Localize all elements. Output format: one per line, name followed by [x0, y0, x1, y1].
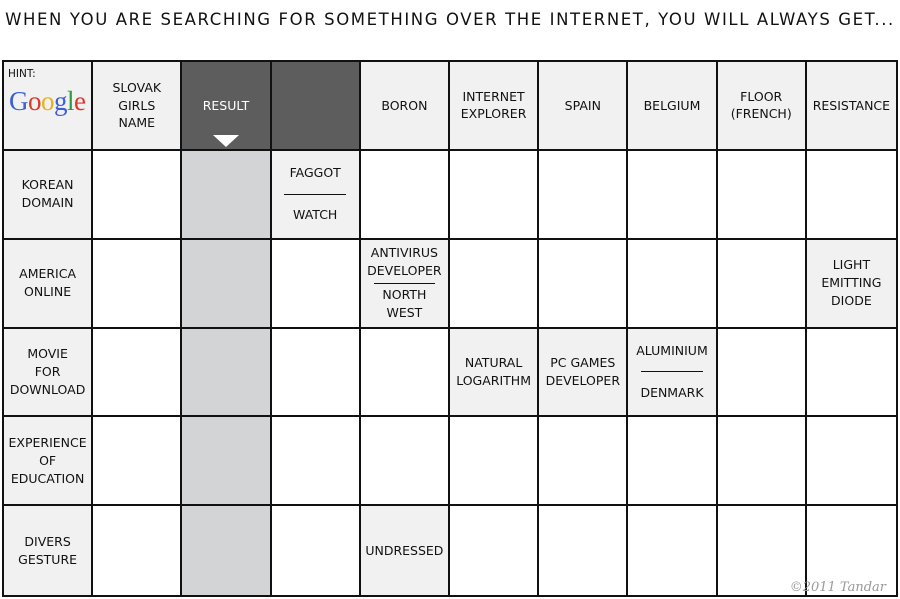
clue-top: ANTIVIRUS DEVELOPER	[367, 245, 442, 279]
grid-cell	[361, 329, 450, 418]
row-experience-of-education: EXPERIENCE OF EDUCATION	[4, 417, 93, 506]
grid-cell	[718, 240, 807, 329]
clue-pc-games-developer: PC GAMES DEVELOPER	[539, 329, 628, 418]
grid-cell	[450, 506, 539, 595]
grid-cell	[539, 506, 628, 595]
grid-cell	[93, 329, 182, 418]
clue-divider	[374, 283, 436, 284]
google-logo	[9, 85, 86, 116]
google-logo-letter: G	[9, 85, 28, 116]
header-belgium: BELGIUM	[628, 62, 717, 151]
comic-heading: WHEN YOU ARE SEARCHING FOR SOMETHING OVER THE INTERNET, YOU WILL ALWAYS GET...	[5, 10, 895, 29]
grid-cell	[93, 151, 182, 240]
grid-cell	[450, 417, 539, 506]
result-cell	[182, 506, 271, 595]
header-internet-explorer: INTERNET EXPLORER	[450, 62, 539, 151]
grid-cell	[628, 151, 717, 240]
clue-divider	[284, 194, 346, 195]
clue-bottom: DENMARK	[640, 384, 704, 400]
row-america-online: AMERICA ONLINE	[4, 240, 93, 329]
hint-label: HINT:	[8, 68, 36, 80]
header-floor-french: FLOOR (FRENCH)	[718, 62, 807, 151]
header-slovak-girls-name: SLOVAK GIRLS NAME	[93, 62, 182, 151]
clue-bottom: WATCH	[293, 207, 338, 223]
grid-cell	[272, 417, 361, 506]
clue-natural-logarithm: NATURAL LOGARITHM	[450, 329, 539, 418]
google-logo-letter: o	[41, 85, 54, 116]
grid-cell	[628, 506, 717, 595]
header-boron: BORON	[361, 62, 450, 151]
google-logo-letter: l	[67, 85, 75, 116]
crossword-grid	[2, 60, 898, 597]
row-divers-gesture: DIVERS GESTURE	[4, 506, 93, 595]
header-result	[182, 62, 271, 151]
clue-undressed: UNDRESSED	[361, 506, 450, 595]
grid-cell	[93, 240, 182, 329]
clue-top: FAGGOT	[289, 165, 341, 181]
grid-cell	[807, 329, 896, 418]
grid-cell	[807, 151, 896, 240]
google-logo-letter: o	[28, 85, 41, 116]
google-logo-letter: e	[74, 85, 86, 116]
header-dark-blank	[272, 62, 361, 151]
result-cell	[182, 417, 271, 506]
grid-cell	[539, 151, 628, 240]
clue-faggot-watch	[272, 151, 361, 240]
result-cell	[182, 151, 271, 240]
clue-top: ALUMINIUM	[636, 343, 708, 359]
grid-cell	[450, 240, 539, 329]
artist-signature: ©2011 Tandar	[789, 580, 886, 595]
hint-cell	[4, 62, 93, 151]
grid-cell	[272, 506, 361, 595]
result-label: RESULT	[202, 97, 250, 113]
grid-cell	[272, 329, 361, 418]
clue-aluminium-denmark	[628, 329, 717, 418]
down-arrow-icon	[213, 135, 239, 147]
google-logo-letter: g	[54, 85, 67, 116]
grid-cell	[361, 417, 450, 506]
header-spain: SPAIN	[539, 62, 628, 151]
grid-cell	[807, 417, 896, 506]
grid-cell	[539, 417, 628, 506]
grid-cell	[539, 240, 628, 329]
grid-cell	[718, 151, 807, 240]
clue-antivirus-north-west	[361, 240, 450, 329]
grid-cell	[450, 151, 539, 240]
grid-cell	[361, 151, 450, 240]
grid-cell	[718, 417, 807, 506]
clue-light-emitting-diode: LIGHT EMITTING DIODE	[807, 240, 896, 329]
clue-bottom: NORTH WEST	[382, 287, 427, 321]
grid-cell	[93, 417, 182, 506]
grid-cell	[718, 329, 807, 418]
header-resistance: RESISTANCE	[807, 62, 896, 151]
row-korean-domain: KOREAN DOMAIN	[4, 151, 93, 240]
grid-cell	[628, 417, 717, 506]
grid-cell	[272, 240, 361, 329]
grid-cell	[628, 240, 717, 329]
result-cell	[182, 240, 271, 329]
clue-divider	[641, 371, 703, 372]
row-movie-for-download: MOVIE FOR DOWNLOAD	[4, 329, 93, 418]
result-cell	[182, 329, 271, 418]
grid-cell	[93, 506, 182, 595]
